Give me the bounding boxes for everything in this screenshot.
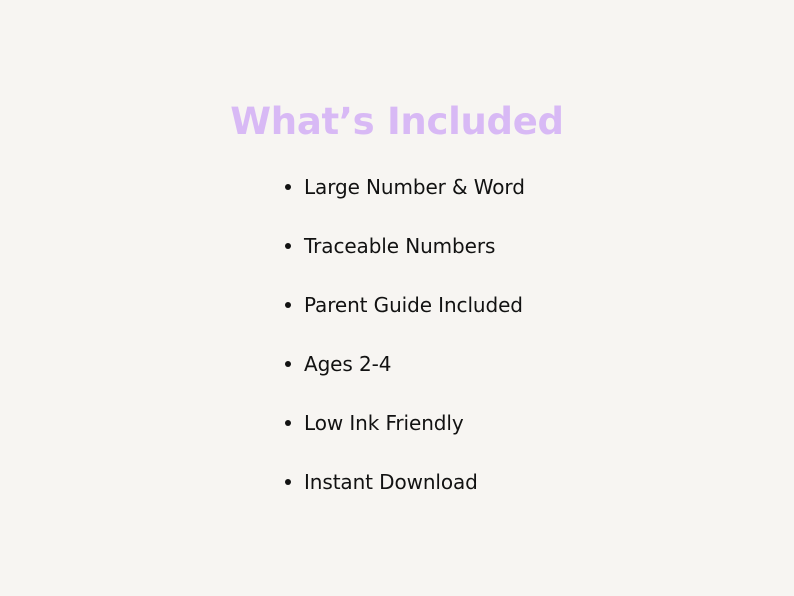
feature-list-item [285,229,525,288]
bullet-icon [285,479,291,485]
feature-label: Traceable Numbers [304,234,496,258]
page-title: What’s Included [230,100,564,143]
feature-label: Large Number & Word [304,175,525,199]
feature-label: Low Ink Friendly [304,411,464,435]
feature-list [285,170,525,524]
bullet-icon [285,361,291,367]
feature-label: Parent Guide Included [304,293,523,317]
feature-label: Instant Download [304,470,478,494]
bullet-icon [285,184,291,190]
feature-list-item [285,406,525,465]
feature-label: Ages 2-4 [304,352,392,376]
feature-list-item [285,170,525,229]
feature-list-item [285,347,525,406]
bullet-icon [285,420,291,426]
feature-list-item [285,288,525,347]
bullet-icon [285,302,291,308]
feature-list-item [285,465,525,524]
bullet-icon [285,243,291,249]
